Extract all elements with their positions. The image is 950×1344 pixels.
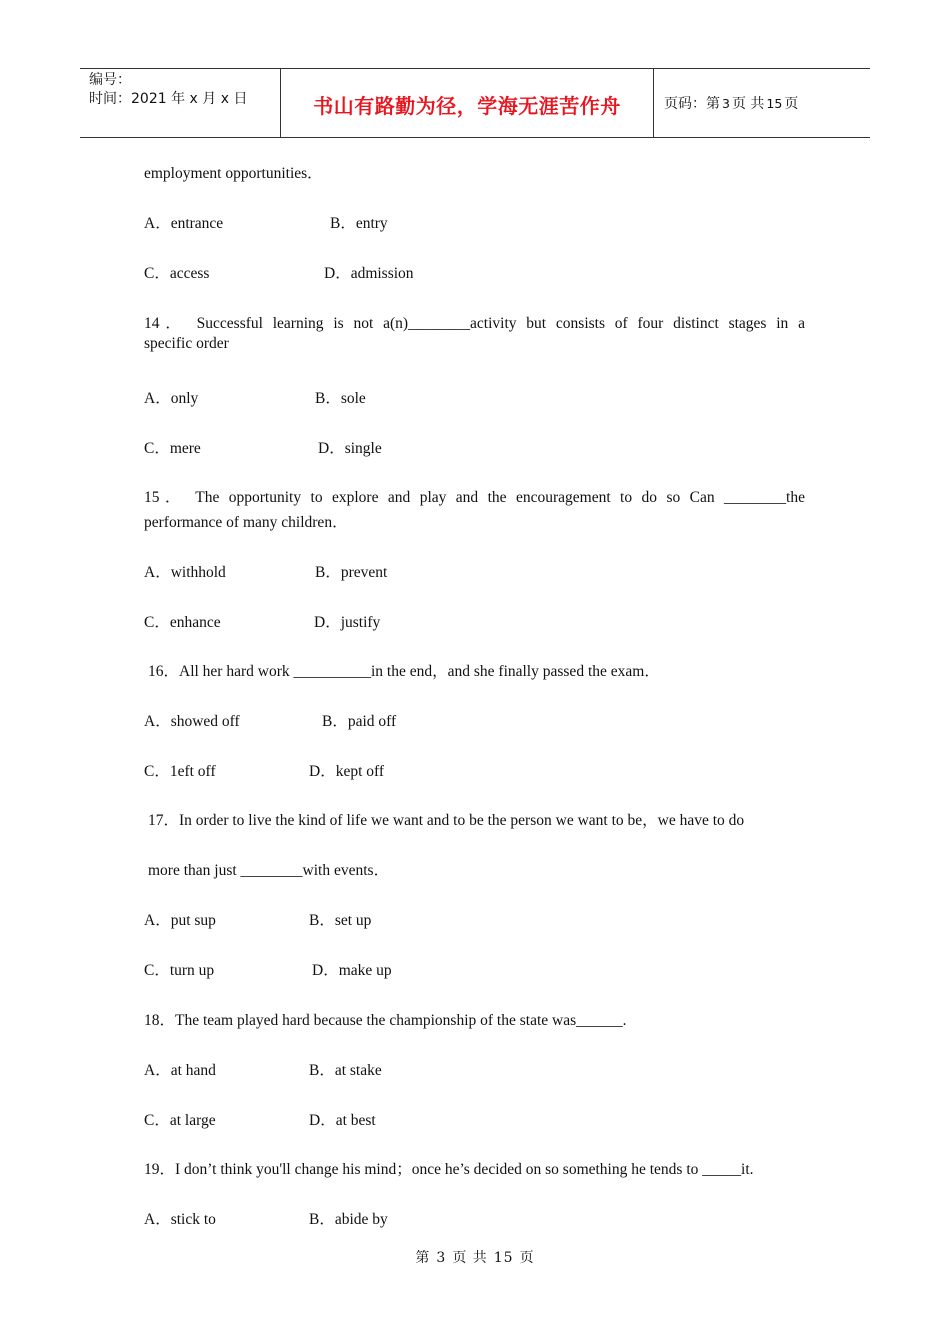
q14-option-a: A．only: [144, 390, 199, 407]
q14-stem-line2: specific order: [144, 335, 229, 352]
q18-option-d: D．at best: [309, 1112, 376, 1129]
q17-stem-line1: 17．In order to live the kind of life we want and to be the person we want to be，we have to do: [148, 812, 745, 829]
q15-option-b: B．prevent: [315, 564, 388, 581]
page-total: 15: [766, 96, 783, 111]
q13-option-c: C．access: [144, 265, 210, 282]
q14-stem-line1: 14． Successful learning is not a(n)________activity but consists of four distinct stages in a: [144, 315, 805, 332]
q19-stem: 19．I don’t think you'll change his mind；once he’s decided on so something he tends to _____it.: [144, 1161, 754, 1178]
q16-option-a: A．showed off: [144, 713, 240, 730]
q16-option-b: B．paid off: [322, 713, 397, 730]
q19-option-a: A．stick to: [144, 1211, 216, 1228]
q15-option-d: D．justify: [314, 614, 381, 631]
q15-stem-line2: performance of many children．: [144, 514, 348, 531]
header-motto-cell: [281, 69, 654, 137]
page-footer: [0, 1247, 950, 1267]
q17-option-b: B．set up: [309, 912, 372, 929]
q14-option-b: B．sole: [315, 390, 366, 407]
continued-question-text: employment opportunities．: [144, 165, 323, 182]
q15-option-c: C．enhance: [144, 614, 221, 631]
q15-option-a: A．withhold: [144, 564, 226, 581]
q13-option-d: D．admission: [324, 265, 414, 282]
q16-option-d: D．kept off: [309, 763, 385, 780]
q17-option-a: A．put sup: [144, 912, 216, 929]
header-page-cell: [654, 69, 870, 137]
q14-option-c: C．mere: [144, 440, 201, 457]
footer-mid: 页 共: [452, 1250, 488, 1266]
q13-option-a: A．entrance: [144, 215, 224, 232]
q16-stem: 16．All her hard work __________in the end，and she finally passed the exam．: [148, 663, 660, 680]
q17-stem-line2: more than just ________with events．: [148, 862, 390, 879]
q18-option-a: A．at hand: [144, 1062, 216, 1079]
header-meta: [80, 69, 281, 137]
q17-option-d: D．make up: [312, 962, 392, 979]
header-table: [80, 68, 870, 138]
q17-option-c: C．turn up: [144, 962, 215, 979]
q14-option-d: D．single: [318, 440, 382, 457]
page-mid: 页 共: [731, 96, 765, 112]
q13-option-b: B．entry: [330, 215, 388, 232]
q18-option-c: C．at large: [144, 1112, 216, 1129]
q18-option-b: B．at stake: [309, 1062, 382, 1079]
q16-option-c: C．1eft off: [144, 763, 216, 780]
page-prefix: 页码：第: [664, 96, 720, 112]
time-label: 时间：2021 年 x 月 x 日: [89, 91, 248, 107]
footer-suffix: 页: [519, 1250, 535, 1266]
q18-stem: 18．The team played hard because the championship of the state was______.: [144, 1012, 627, 1029]
q19-option-b: B．abide by: [309, 1211, 388, 1228]
footer-total: 15: [493, 1250, 514, 1266]
q15-stem-line1: 15． The opportunity to explore and play and the encouragement to do so Can ________the: [144, 489, 805, 506]
motto: 书山有路勤为径，学海无涯苦作舟: [313, 93, 621, 118]
serial-label: 编号：: [89, 72, 131, 88]
footer-prefix: 第: [415, 1250, 431, 1266]
footer-current: 3: [436, 1250, 447, 1266]
page-current: 3: [722, 96, 730, 111]
page-suffix: 页: [784, 96, 799, 112]
header-page-number: [664, 93, 798, 113]
